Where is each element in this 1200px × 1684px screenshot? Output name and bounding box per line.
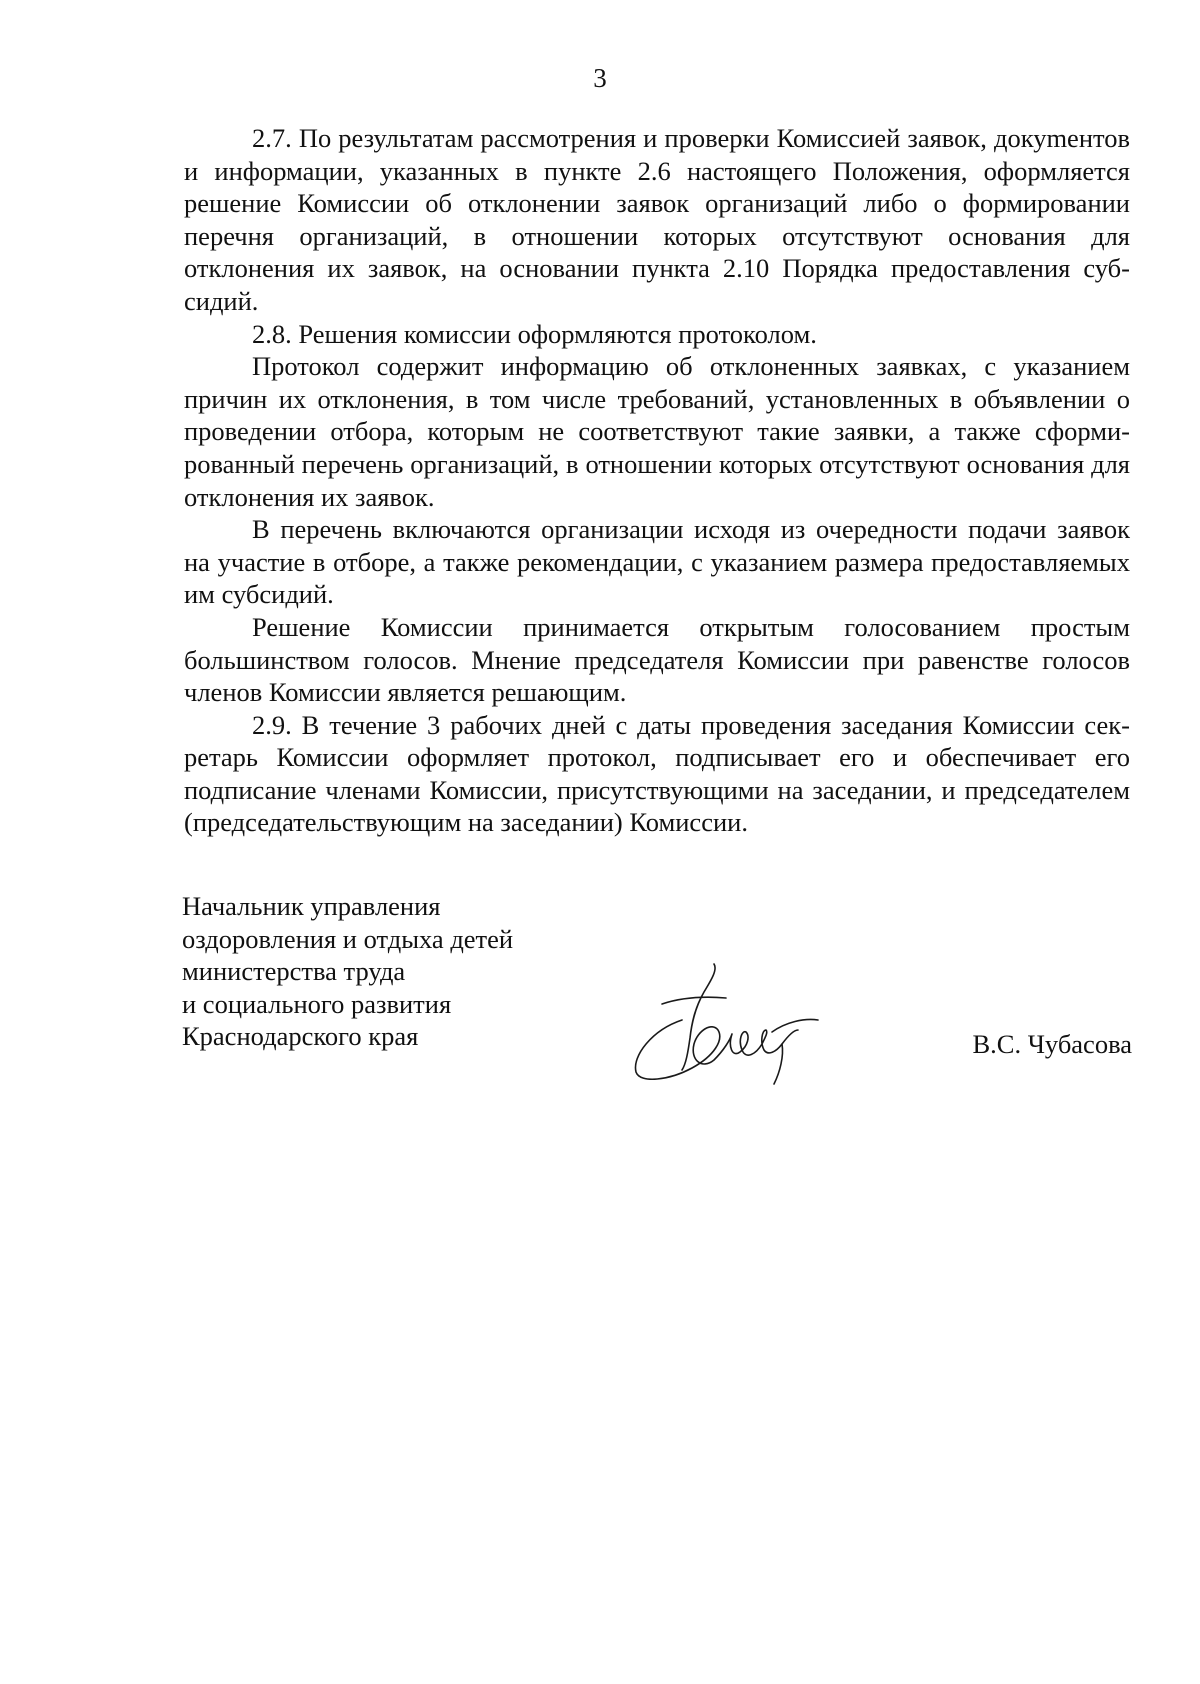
signer-position: [182, 890, 513, 1053]
signer-position-line: и социального развития: [182, 988, 452, 1019]
document-body: [184, 122, 1130, 839]
signer-name: В.С. Чубасова: [972, 1029, 1132, 1059]
signer-position-line: министерства труда: [182, 956, 406, 986]
signer-position-line: Начальник управления: [182, 891, 441, 921]
paragraph-protocol-content: Протокол содержит информацию об отклоненных заявках, с указанием причин их отклонения, в том числе требований, установленных в объявлении о проведении отбора, которым не соответствуют такие заявки, а также сформированный перечень организаций, в отношении которых отсутствуют основания для отклонения их заявок.: [184, 351, 1130, 512]
paragraph-2-7: 2.7. По результатам рассмотрения и проверки Комиссией заявок, докуmентов и информации, указанных в пункте 2.6 настоящего Положения, оформляется решение Комиссии об отклонении заявок организаций либо о формировании перечня организаций, в отношении которых отсутствуют основания для отклонения их заявок, на основании пункта 2.10 Порядка предоставления субсидий.: [184, 123, 1130, 316]
paragraph-2-9: 2.9. В течение 3 рабочих дней с даты проведения заседания Комиссии секретарь Комиссии оформляет протокол, подписывает его и обеспечивает его подписание членами Комиссии, присутствующими на заседании, и председателем (председательствующим на заседании) Комиссии.: [184, 709, 1130, 838]
handwritten-signature: [622, 960, 832, 1090]
page-number: 3: [593, 63, 607, 93]
signature-block: [182, 890, 1132, 1090]
paragraph-voting: Решение Комиссии принимается открытым голосованием простым большинством голосов. Мнение председателя Комиссии при равенстве голосов членов Комиссии является решающим.: [184, 611, 1130, 708]
paragraph-2-8: 2.8. Решения комиссии оформляются протоколом.: [252, 318, 817, 349]
signer-position-line: оздоровления и отдыха детей: [182, 923, 514, 954]
paragraph-list-inclusion: В перечень включаются организации исходя из очередности подачи заявок на участие в отборе, а также рекомендации, с указанием размера предоставляемых им субсидий.: [184, 514, 1130, 610]
signer-position-line: Краснодарского края: [182, 1021, 419, 1051]
